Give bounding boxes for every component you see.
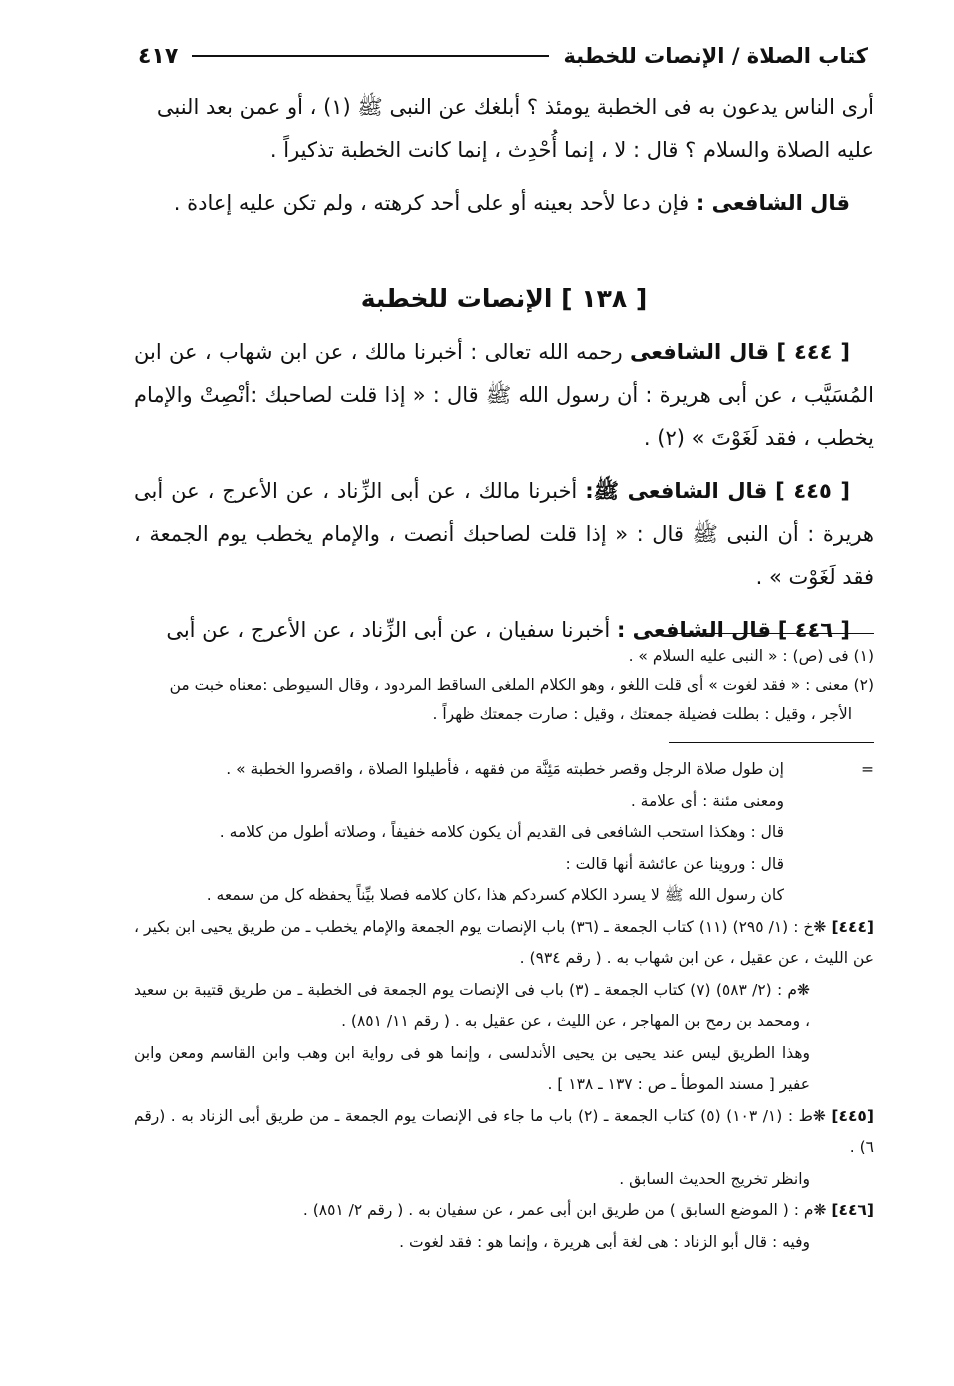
footnote-2-line-2: الأجر ، وقيل : بطلت فضيلة جمعتك ، وقيل : صارت جمعتك ظهراً . [432, 705, 852, 723]
commentary-line-5: كان رسول الله ﷺ لا يسرد الكلام كسردكم هذا ،كان كلامه فصلا بيِّناً يحفظه كل من سمعه . [206, 886, 784, 904]
reference-444-c: وهذا الطريق ليس عند يحيى بن يحيى الأندلسى ، وإنما هو فى رواية ابن وهب وابن القاسم ومعن وابن عفير [ مسند الموطأ ـ ص : ١٣٧ ـ ١٣٨ ] . [134, 1043, 810, 1093]
hadith-446-label: قال الشافعى : [616, 618, 772, 642]
hadith-446-text: أخبرنا سفيان ، عن أبى الزِّناد ، عن الأعرج ، عن أبى [166, 618, 611, 642]
footnote-rule-top [669, 633, 874, 634]
shafii-paragraph [134, 182, 874, 225]
hadith-444 [134, 331, 874, 460]
footnote-2-line-1: (٢) معنى : « فقد لغوت » أى قلت اللغو ، وهو الكلام الملغى الساقط المردود ، وقال السيوطى :معناه خبت من [169, 676, 874, 694]
main-text [134, 86, 874, 652]
hadith-444-label: قال الشافعى [629, 340, 769, 364]
intro-line-2: عليه الصلاة والسلام ؟ قال : لا ، إنما أُحْدِث ، إنما كانت الخطبة تذكيراً . [269, 138, 874, 162]
reference-445-a: [٤٤٥] ❋ط : (١/ ١٠٣) (٥) كتاب الجمعة ـ (٢) باب ما جاء فى الإنصات يوم الجمعة ـ من طريق أبى الزناد به . (رقم ٦) . [134, 1106, 874, 1156]
hadith-445-label: قال الشافعى ﷺ: [585, 479, 768, 503]
reference-446-b: وفيه : قال أبو الزناد : هى لغة أبى هريرة ، وإنما هو : فقد لغوت . [399, 1232, 810, 1251]
shafii-text: فإن دعا لأحد بعينه أو على أحد كرهته ، ولم تكن عليه إعادة . [173, 191, 690, 215]
footnote-rule-bottom [669, 742, 874, 743]
hadith-444-number: [ ٤٤٤ ] [776, 340, 850, 364]
reference-444-a: [٤٤٤] ❋خ : (١/ ٢٩٥) (١١) كتاب الجمعة ـ (٣٦) باب الإنصات يوم الجمعة والإمام يخطب ـ من طريق يحيى ابن بكير ، عن الليث ، عن عقيل ، عن ابن شهاب به . ( رقم ٩٣٤) . [134, 917, 875, 967]
commentary-line-2: ومعنى مئنة : أى علامة . [630, 791, 784, 810]
reference-446-a: [٤٤٦] ❋م : ( الموضع السابق ) من طريق ابن أبى عمر ، عن سفيان به . ( رقم ٢/ ٨٥١) . [302, 1201, 874, 1219]
hadith-445-number: [ ٤٤٥ ] [775, 479, 850, 503]
reference-445-b: وانظر تخريج الحديث السابق . [619, 1169, 810, 1188]
hadith-446-number: [ ٤٤٦ ] [777, 618, 850, 642]
intro-line-1: أرى الناس يدعون به فى الخطبة يومئذ ؟ أبلغك عن النبى ﷺ (١) ، أو عمن بعد النبى [156, 95, 874, 119]
commentary-line-3: قال : وهكذا استحب الشافعى فى القديم أن يكون كلامه خفيفاً ، وصلاته أطول من كلامه . [219, 823, 784, 841]
hadith-444-text: رحمه الله تعالى : أخبرنا مالك ، عن ابن شهاب ، عن ابن المُسَيَّب ، عن أبى هريرة : أن رسول الله ﷺ قال : « إذا قلت لصاحبك :أنْصِتْ والإمام يخطب ، فقد لَغَوْتَ » (٢) . [134, 340, 874, 450]
hadith-445-text: أخبرنا مالك ، عن أبى الزِّناد ، عن الأعرج ، عن أبى هريرة : أن النبى ﷺ قال : « إذا قلت لصاحبك أنصت ، والإمام يخطب يوم الجمعة ، فقد لَغَوْت » . [134, 479, 874, 589]
page-header [138, 36, 868, 76]
shafii-label: قال الشافعى : [695, 191, 850, 215]
header-rule [192, 55, 549, 57]
hadith-445 [134, 470, 874, 599]
chapter-heading: [ ١٣٨ ] الإنصات للخطبة [360, 284, 648, 313]
page-number: ٤١٧ [138, 43, 179, 69]
reference-444-b: ❋م : (٢/ ٥٨٣) (٧) كتاب الجمعة ـ (٣) باب فى الإنصات يوم الجمعة فى الخطبة ـ من طريق قتيبة بن سعيد ، ومحمد بن رمح بن المهاجر ، عن الليث ، عن عقيل به . ( رقم ١١/ ٨٥١) . [134, 980, 810, 1030]
footnote-1: (١) فى (ص) : « النبى عليه السلام » . [628, 647, 874, 665]
footnotes [134, 642, 874, 729]
reference-445-label: [٤٤٥] [831, 1106, 874, 1125]
commentary-line-1: إن طول صلاة الرجل وقصر خطبته مَئِنَّة من فقهه ، فأطيلوا الصلاة ، واقصروا الخطبة » . [226, 760, 784, 778]
continuation-marker: = [861, 760, 874, 778]
reference-446-label: [٤٤٦] [831, 1201, 874, 1219]
reference-444-label: [٤٤٤] [831, 917, 875, 936]
running-title: كتاب الصلاة / الإنصات للخطبة [563, 44, 868, 68]
commentary [134, 754, 874, 1258]
commentary-line-4: قال : وروينا عن عائشة أنها قالت : [565, 854, 784, 873]
